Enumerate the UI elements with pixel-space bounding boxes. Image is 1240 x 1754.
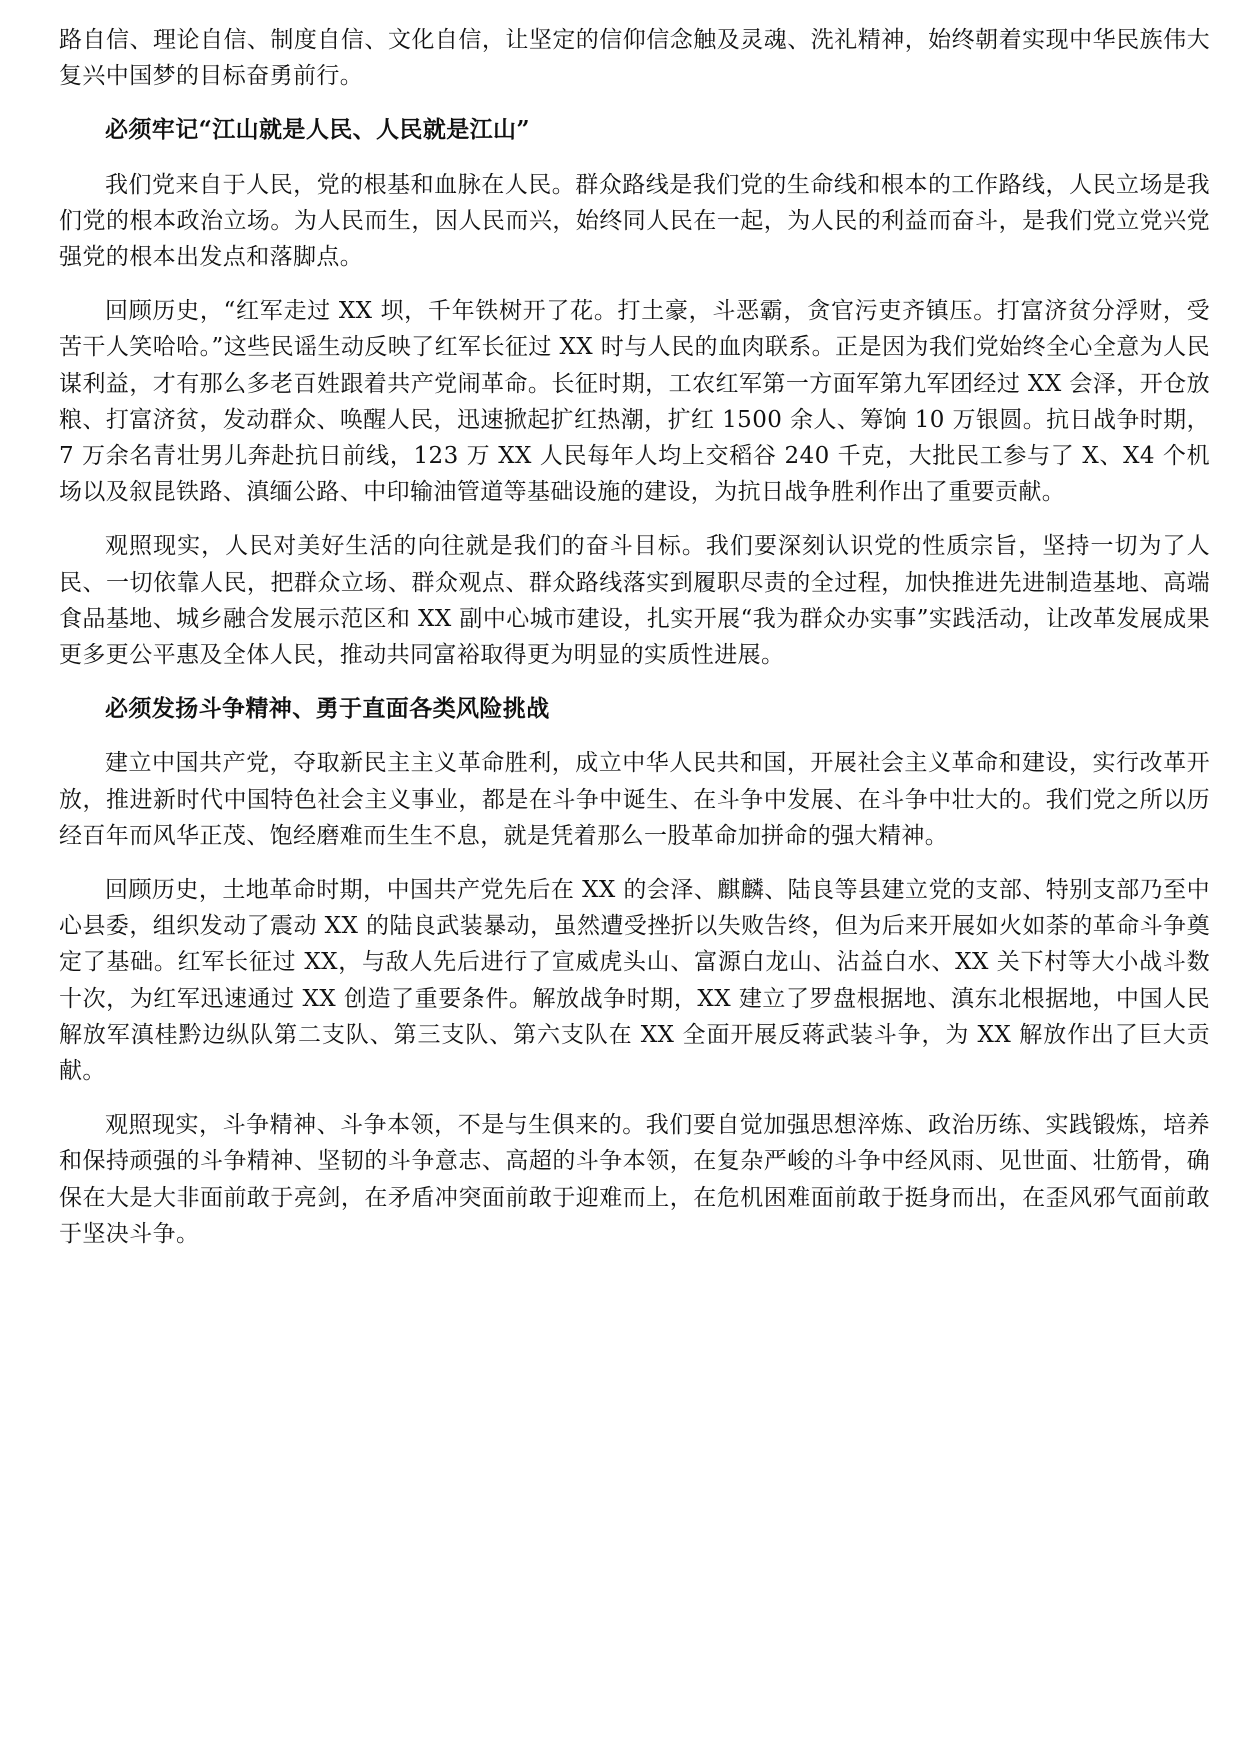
paragraph-struggle-origin: 建立中国共产党，夺取新民主主义革命胜利，成立中华人民共和国，开展社会主义革命和建设，实行改革开放，推进新时代中国特色社会主义事业，都是在斗争中诞生、在斗争中发展、在斗争中壮大的。我们党之所以历经百年而风华正茂、饱经磨难而生生不息，就是凭着那么一股革命加拼命的强大精神。 xyxy=(59,750,1210,849)
paragraph-continuation: 路自信、理论自信、制度自信、文化自信，让坚定的信仰信念触及灵魂、洗礼精神，始终朝着实现中华民族伟大复兴中国梦的目标奋勇前行。 xyxy=(59,27,1210,90)
paragraph-reality-people: 观照现实，人民对美好生活的向往就是我们的奋斗目标。我们要深刻认识党的性质宗旨，坚持一切为了人民、一切依靠人民，把群众立场、群众观点、群众路线落实到履职尽责的全过程，加快推进先进制造基地、高端食品基地、城乡融合发展示范区和 XX 副中心城市建设，扎实开展“我为群众办实事”实践活动，让改革发展成果更多更公平惠及全体人民，推动共同富裕取得更为明显的实质性进展。 xyxy=(59,533,1210,669)
paragraph-history-red-army: 回顾历史，“红军走过 XX 坝，千年铁树开了花。打土豪，斗恶霸，贪官污吏齐镇压。打富济贫分浮财，受苦干人笑哈哈。”这些民谣生动反映了红军长征过 XX 时与人民的血肉联系。正是因为我们党始终全心全意为人民谋利益，才有那么多老百姓跟着共产党闹革命。长征时期，工农红军第一方面军第九军团经过 XX 会泽，开仓放粮、打富济贫，发动群众、唤醒人民，迅速掀起扩红热潮，扩红 1500 余人、筹饷 10 万银圆。抗日战争时期，7 万余名青壮男儿奔赴抗日前线，123 万 XX 人民每年人均上交稻谷 240 千克，大批民工参与了 X、X4 个机场以及叙昆铁路、滇缅公路、中印输油管道等基础设施的建设，为抗日战争胜利作出了重要贡献。 xyxy=(59,298,1210,506)
section-heading-people: 必须牢记“江山就是人民、人民就是江山” xyxy=(105,116,531,144)
paragraph-history-revolution: 回顾历史，土地革命时期，中国共产党先后在 XX 的会泽、麒麟、陆良等县建立党的支部、特别支部乃至中心县委，组织发动了震动 XX 的陆良武装暴动，虽然遭受挫折以失败告终，但为后来开展如火如荼的革命斗争奠定了基础。红军长征过 XX，与敌人先后进行了宣威虎头山、富源白龙山、沾益白水、XX 关下村等大小战斗数十次，为红军迅速通过 XX 创造了重要条件。解放战争时期，XX 建立了罗盘根据地、滇东北根据地，中国人民解放军滇桂黔边纵队第二支队、第三支队、第六支队在 XX 全面开展反蒋武装斗争，为 XX 解放作出了巨大贡献。 xyxy=(59,877,1210,1085)
section-heading-struggle: 必须发扬斗争精神、勇于直面各类风险挑战 xyxy=(105,695,550,723)
paragraph-reality-struggle: 观照现实，斗争精神、斗争本领，不是与生俱来的。我们要自觉加强思想淬炼、政治历练、实践锻炼，培养和保持顽强的斗争精神、坚韧的斗争意志、高超的斗争本领，在复杂严峻的斗争中经风雨、见世面、壮筋骨，确保在大是大非面前敢于亮剑，在矛盾冲突面前敢于迎难而上，在危机困难面前敢于挺身而出，在歪风邪气面前敢于坚决斗争。 xyxy=(59,1112,1210,1247)
paragraph-party-roots: 我们党来自于人民，党的根基和血脉在人民。群众路线是我们党的生命线和根本的工作路线，人民立场是我们党的根本政治立场。为人民而生，因人民而兴，始终同人民在一起，为人民的利益而奋斗，是我们党立党兴党强党的根本出发点和落脚点。 xyxy=(59,171,1210,271)
